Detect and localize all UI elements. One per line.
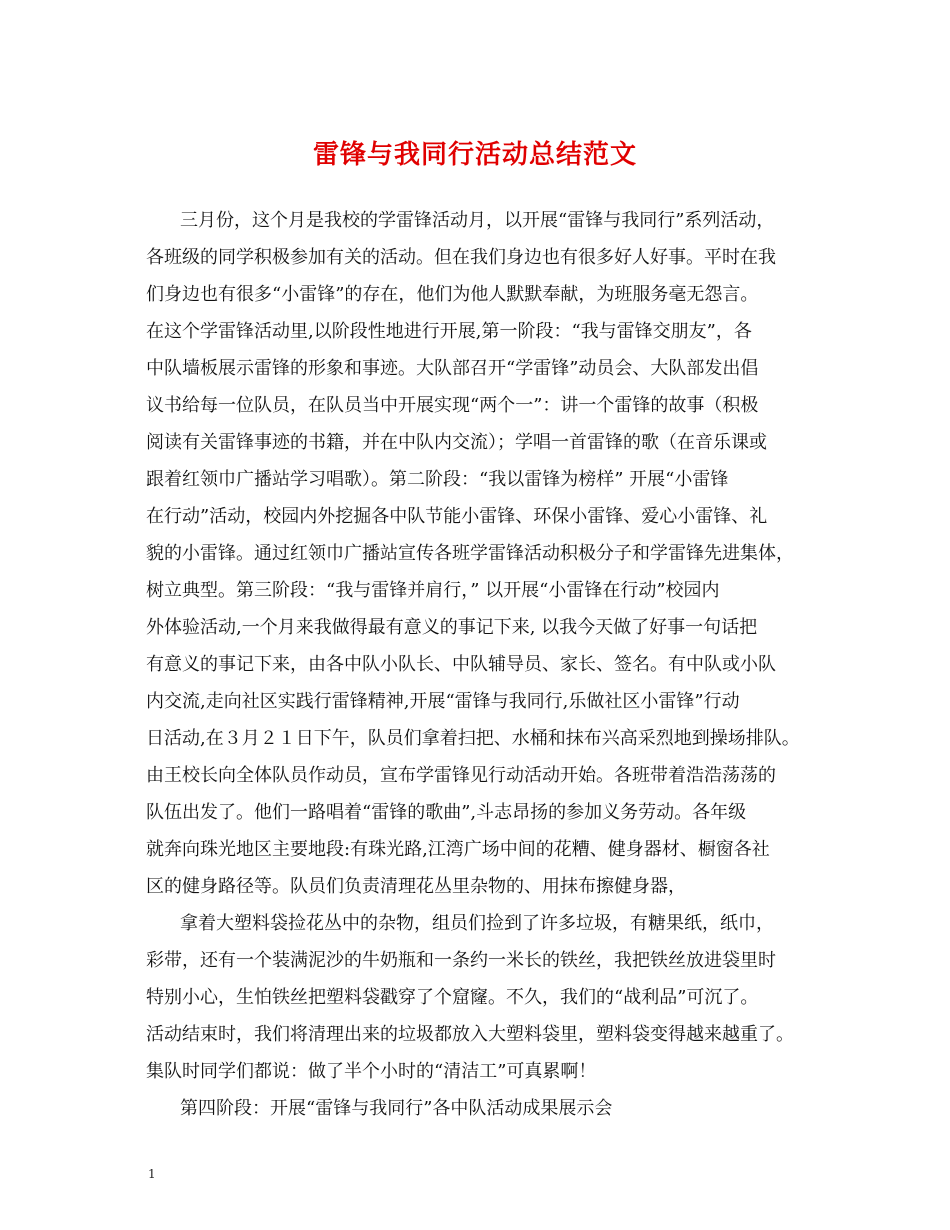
body-line: 拿着大塑料袋捡花丛中的杂物，组员们捡到了许多垃圾，有糖果纸，纸巾，: [180, 913, 774, 934]
body-line: 集队时同学们都说：做了半个小时的“清洁工”可真累啊！: [146, 1061, 597, 1082]
body-line: 三月份，这个月是我校的学雷锋活动月，以开展“雷锋与我同行”系列活动，: [180, 210, 775, 231]
document-title: 雷锋与我同行活动总结范文: [312, 140, 637, 170]
body-line: 们身边也有很多“小雷锋”的存在，他们为他人默默奉献，为班服务毫无怨言。: [146, 284, 759, 305]
body-line: 队伍出发了。他们一路唱着“雷锋的歌曲”,斗志昂扬的参加义务劳动。各年级: [146, 802, 747, 823]
body-line: 就奔向珠光地区主要地段:有珠光路,江湾广场中间的花糟、健身器材、橱窗各社: [146, 839, 770, 860]
body-line: 由王校长向全体队员作动员，宣布学雷锋见行动活动开始。各班带着浩浩荡荡的: [146, 765, 776, 786]
body-line: 日活动,在３月２１日下午，队员们拿着扫把、水桶和抹布兴高采烈地到操场排队。: [146, 728, 800, 749]
body-line: 在这个学雷锋活动里,以阶段性地进行开展,第一阶段：“我与雷锋交朋友”，各: [146, 321, 752, 342]
body-line: 有意义的事记下来，由各中队小队长、中队辅导员、家长、签名。有中队或小队: [146, 654, 776, 675]
body-line: 树立典型。第三阶段：“我与雷锋并肩行，” 以开展“小雷锋在行动”校园内: [146, 580, 720, 601]
body-line: 议书给每一位队员，在队员当中开展实现“两个一”：讲一个雷锋的故事（积极: [146, 395, 759, 416]
body-line: 内交流,走向社区实践行雷锋精神,开展“雷锋与我同行,乐做社区小雷锋”行动: [146, 691, 740, 712]
body-line: 彩带，还有一个装满泥沙的牛奶瓶和一条约一米长的铁丝，我把铁丝放进袋里时: [146, 950, 776, 971]
body-line: 在行动”活动，校园内外挖掘各中队节能小雷锋、环保小雷锋、爱心小雷锋、礼: [146, 506, 768, 527]
body-line: 貌的小雷锋。通过红领巾广播站宣传各班学雷锋活动积极分子和学雷锋先进集体，: [146, 543, 794, 564]
body-line: 各班级的同学积极参加有关的活动。但在我们身边也有很多好人好事。平时在我: [146, 247, 776, 268]
body-line: 阅读有关雷锋事迹的书籍，并在中队内交流）；学唱一首雷锋的歌（在音乐课或: [146, 432, 767, 453]
body-line: 外体验活动,一个月来我做得最有意义的事记下来, 以我今天做了好事一句话把: [146, 617, 758, 638]
body-line: 活动结束时，我们将清理出来的垃圾都放入大塑料袋里，塑料袋变得越来越重了。: [146, 1024, 794, 1045]
body-line: 特别小心，生怕铁丝把塑料袋戳穿了个窟窿。不久，我们的“战利品”可沉了。: [146, 987, 759, 1008]
body-line: 跟着红领巾广播站学习唱歌）。第二阶段：“我以雷锋为榜样” 开展“小雷锋: [146, 469, 729, 490]
page-number: 1: [148, 1167, 156, 1181]
body-line: 中队墙板展示雷锋的形象和事迹。大队部召开“学雷锋”动员会、大队部发出倡: [146, 358, 759, 379]
body-line: 区的健身路径等。队员们负责清理花丛里杂物的、用抹布擦健身器，: [146, 876, 686, 897]
body-line: 第四阶段：开展“雷锋与我同行”各中队活动成果展示会: [180, 1098, 613, 1119]
